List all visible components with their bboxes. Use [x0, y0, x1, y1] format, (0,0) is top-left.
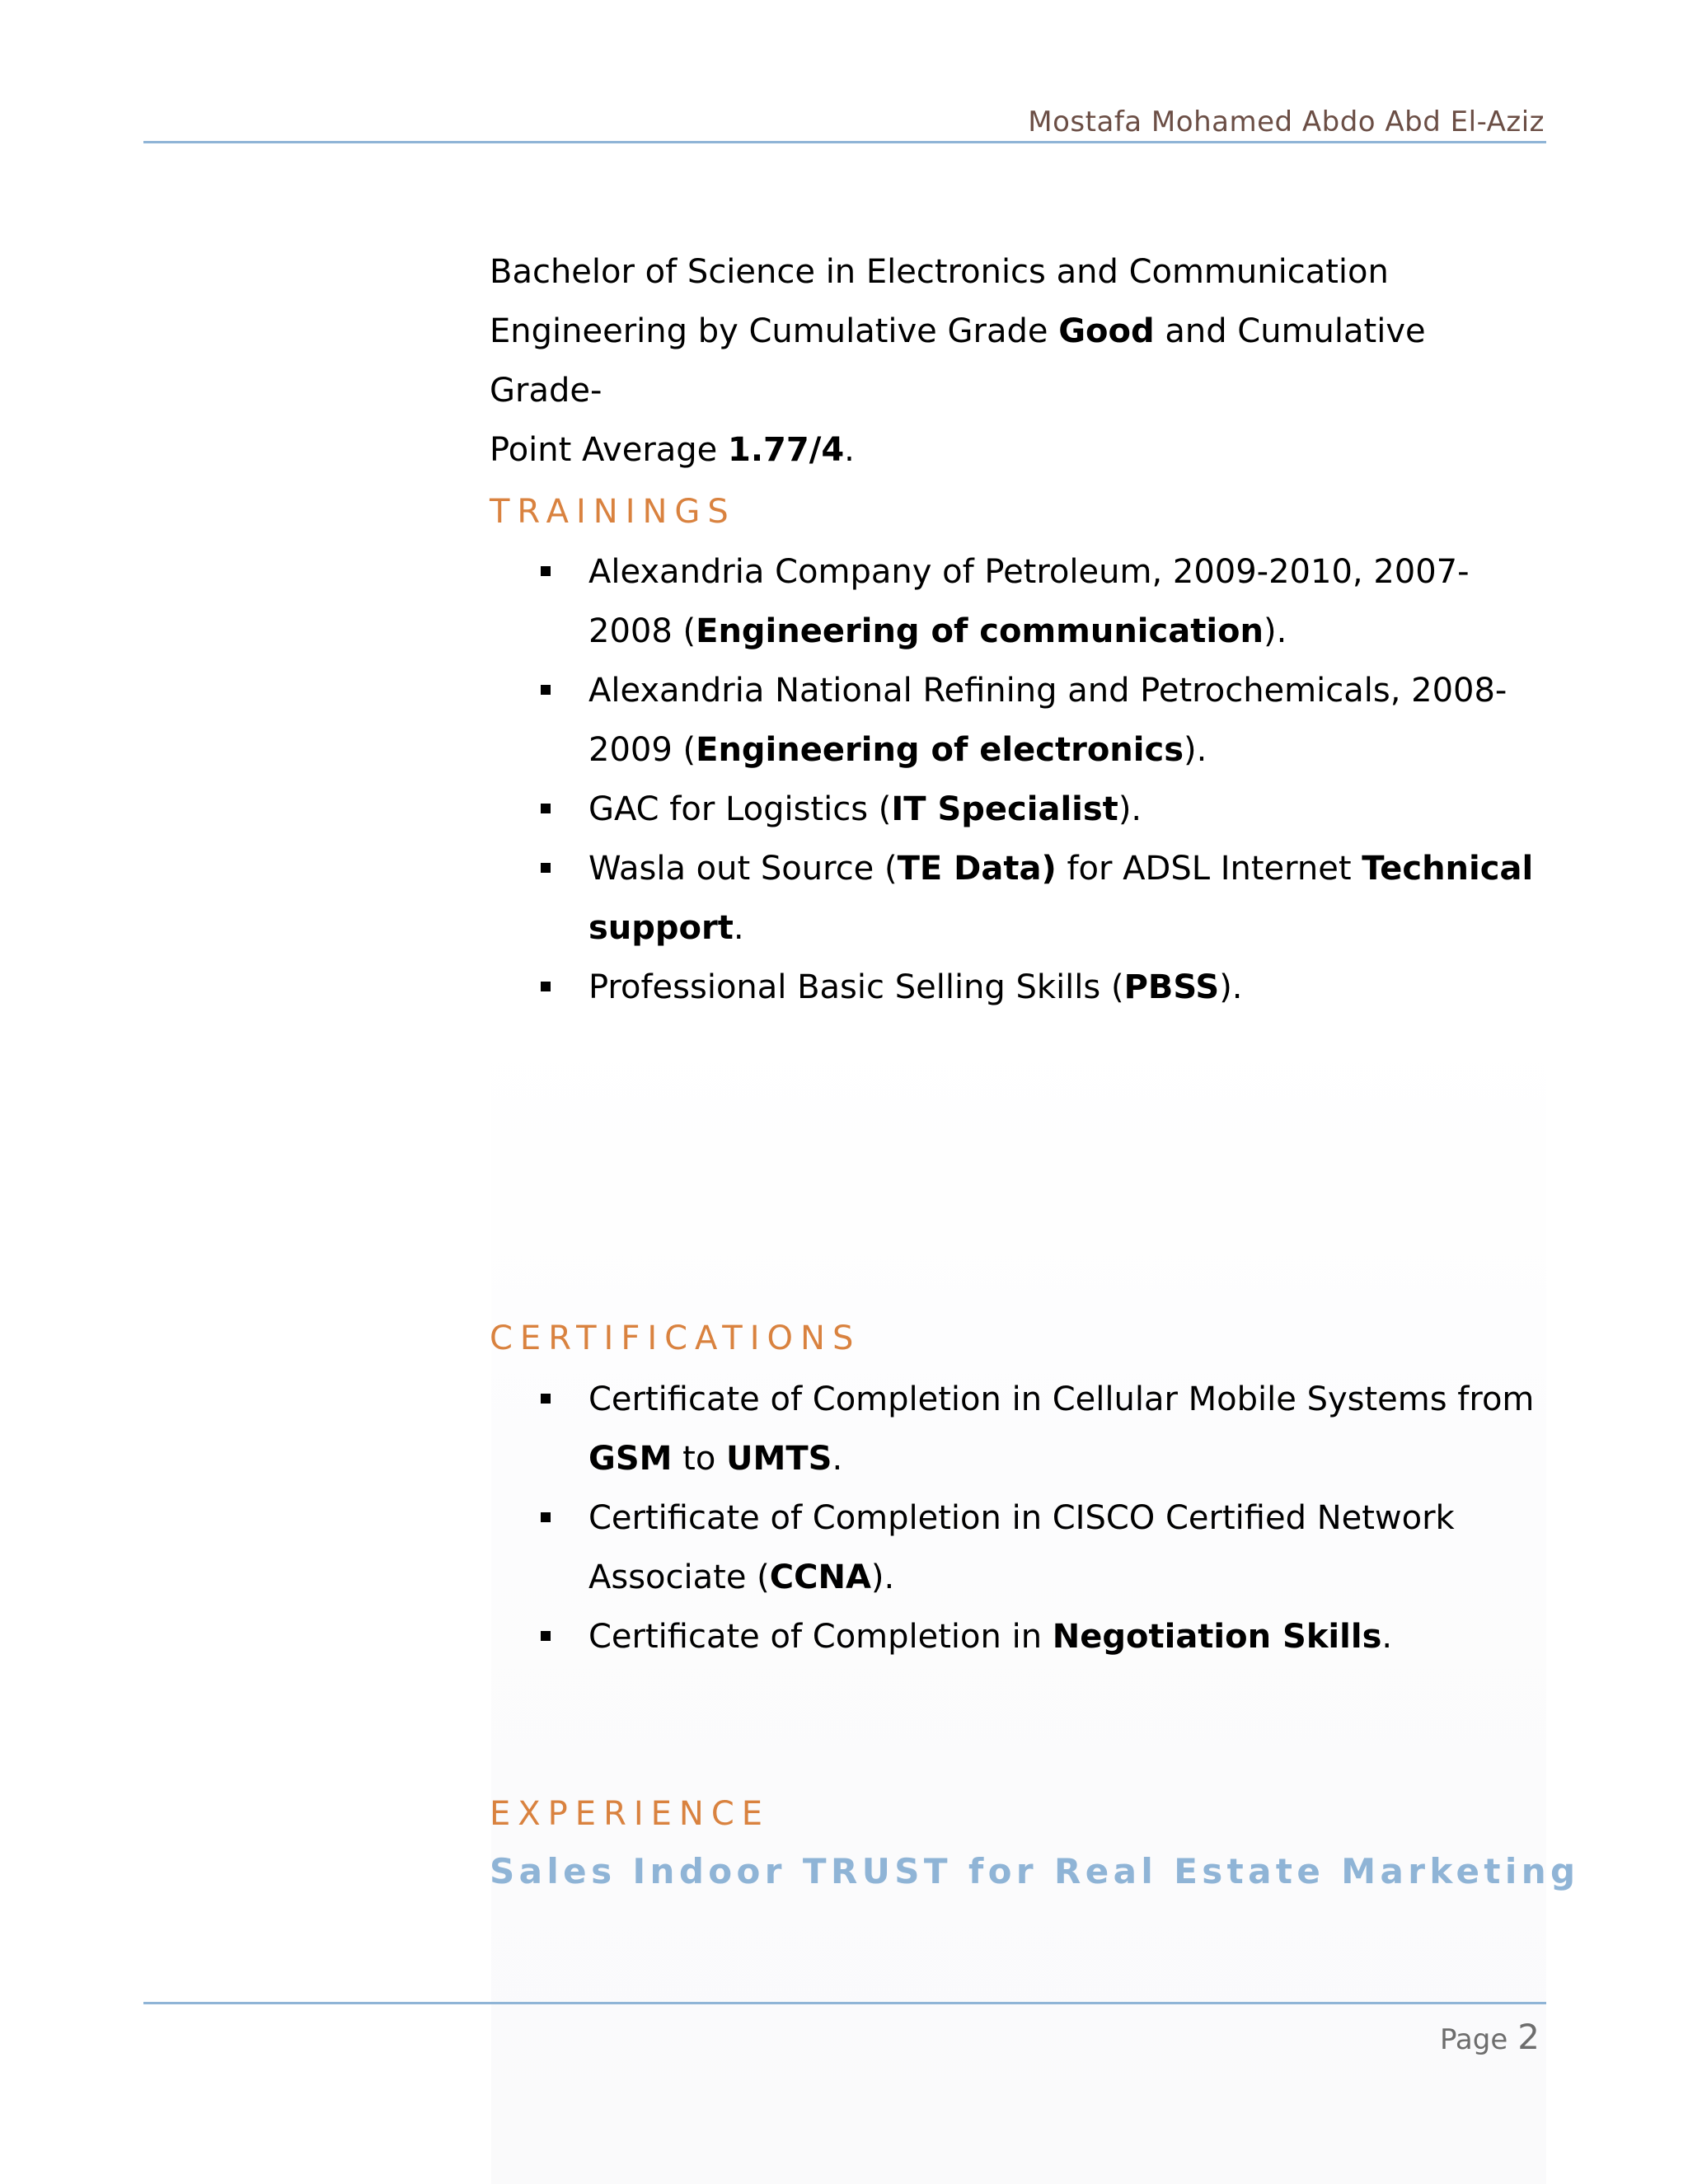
experience-heading: EXPERIENCE — [490, 1795, 771, 1833]
page-number: 2 — [1517, 2017, 1540, 2057]
education-line-1 — [490, 242, 1528, 302]
education-text: Point Average — [490, 431, 729, 469]
training-company: TE Data) — [897, 850, 1057, 888]
training-role: Engineering of communication — [696, 612, 1264, 650]
page-footer — [1440, 2017, 1540, 2057]
education-text: and Cumulative Grade- — [490, 312, 1426, 410]
training-text: . — [733, 909, 744, 947]
certification-keyword: Negotiation Skills — [1052, 1618, 1382, 1656]
education-text: . — [844, 431, 855, 469]
education-gpa: 1.77/4 — [728, 431, 845, 469]
education-line-3 — [490, 420, 1528, 480]
trainings-list — [490, 542, 1545, 1017]
education-line-2 — [490, 302, 1528, 420]
bullet-icon — [541, 804, 551, 813]
training-role: PBSS — [1123, 968, 1220, 1006]
certification-text: Associate ( — [588, 1558, 770, 1596]
bullet-icon — [541, 566, 551, 576]
bullet-icon — [541, 685, 551, 695]
training-text: ). — [1118, 790, 1142, 828]
certification-text: Certificate of Completion in — [588, 1618, 1053, 1656]
list-item — [490, 661, 1545, 780]
trainings-heading: TRAININGS — [490, 493, 736, 531]
training-text: Alexandria Company of Petroleum, 2009-2010, 2007- — [588, 553, 1470, 591]
certification-text: Certificate of Completion in CISCO Certified Network — [588, 1499, 1455, 1537]
list-item — [490, 1607, 1545, 1666]
training-role: Technical — [1362, 850, 1534, 888]
training-text: for ADSL Internet — [1056, 850, 1362, 888]
training-role: IT Specialist — [891, 790, 1118, 828]
training-role: Engineering of electronics — [696, 731, 1184, 769]
certifications-list — [490, 1370, 1545, 1666]
training-role: support — [588, 909, 734, 947]
list-item — [490, 839, 1545, 958]
certification-text: ). — [870, 1558, 895, 1596]
training-text: 2008 ( — [588, 612, 696, 650]
bullet-icon — [541, 863, 551, 873]
footer-rule — [143, 2002, 1546, 2004]
education-text: Engineering by Cumulative Grade — [490, 312, 1059, 350]
certification-keyword: UMTS — [726, 1440, 832, 1478]
training-text: GAC for Logistics ( — [588, 790, 892, 828]
bullet-icon — [541, 1394, 551, 1404]
page-label: Page — [1439, 2023, 1508, 2056]
header-rule — [143, 141, 1546, 143]
training-text: ). — [1264, 612, 1287, 650]
education-grade: Good — [1058, 312, 1155, 350]
certification-text: Certificate of Completion in Cellular Mobile Systems from — [588, 1380, 1535, 1418]
certification-text: to — [672, 1440, 727, 1478]
training-text: ). — [1184, 731, 1207, 769]
certification-keyword: GSM — [588, 1440, 673, 1478]
training-text: Wasla out Source ( — [588, 850, 898, 888]
list-item — [490, 1488, 1545, 1607]
education-paragraph — [490, 242, 1528, 480]
list-item — [490, 780, 1545, 839]
list-item — [490, 542, 1545, 661]
list-item — [490, 958, 1545, 1017]
certification-text: . — [832, 1440, 843, 1478]
experience-position-title: Sales Indoor TRUST for Real Estate Marketing — [490, 1851, 1580, 1891]
training-text: Alexandria National Refining and Petrochemicals, 2008- — [588, 672, 1507, 710]
certification-text: . — [1381, 1618, 1393, 1656]
bullet-icon — [541, 1631, 551, 1641]
list-item — [490, 1370, 1545, 1488]
certification-keyword: CCNA — [769, 1558, 871, 1596]
training-text: ). — [1219, 968, 1243, 1006]
bullet-icon — [541, 1512, 551, 1522]
training-text: Professional Basic Selling Skills ( — [588, 968, 1124, 1006]
header-author-name: Mostafa Mohamed Abdo Abd El-Aziz — [1028, 105, 1545, 138]
education-degree-text: Bachelor of Science in Electronics and Communication — [490, 253, 1389, 291]
certifications-heading: CERTIFICATIONS — [490, 1319, 861, 1357]
bullet-icon — [541, 982, 551, 991]
training-text: 2009 ( — [588, 731, 696, 769]
